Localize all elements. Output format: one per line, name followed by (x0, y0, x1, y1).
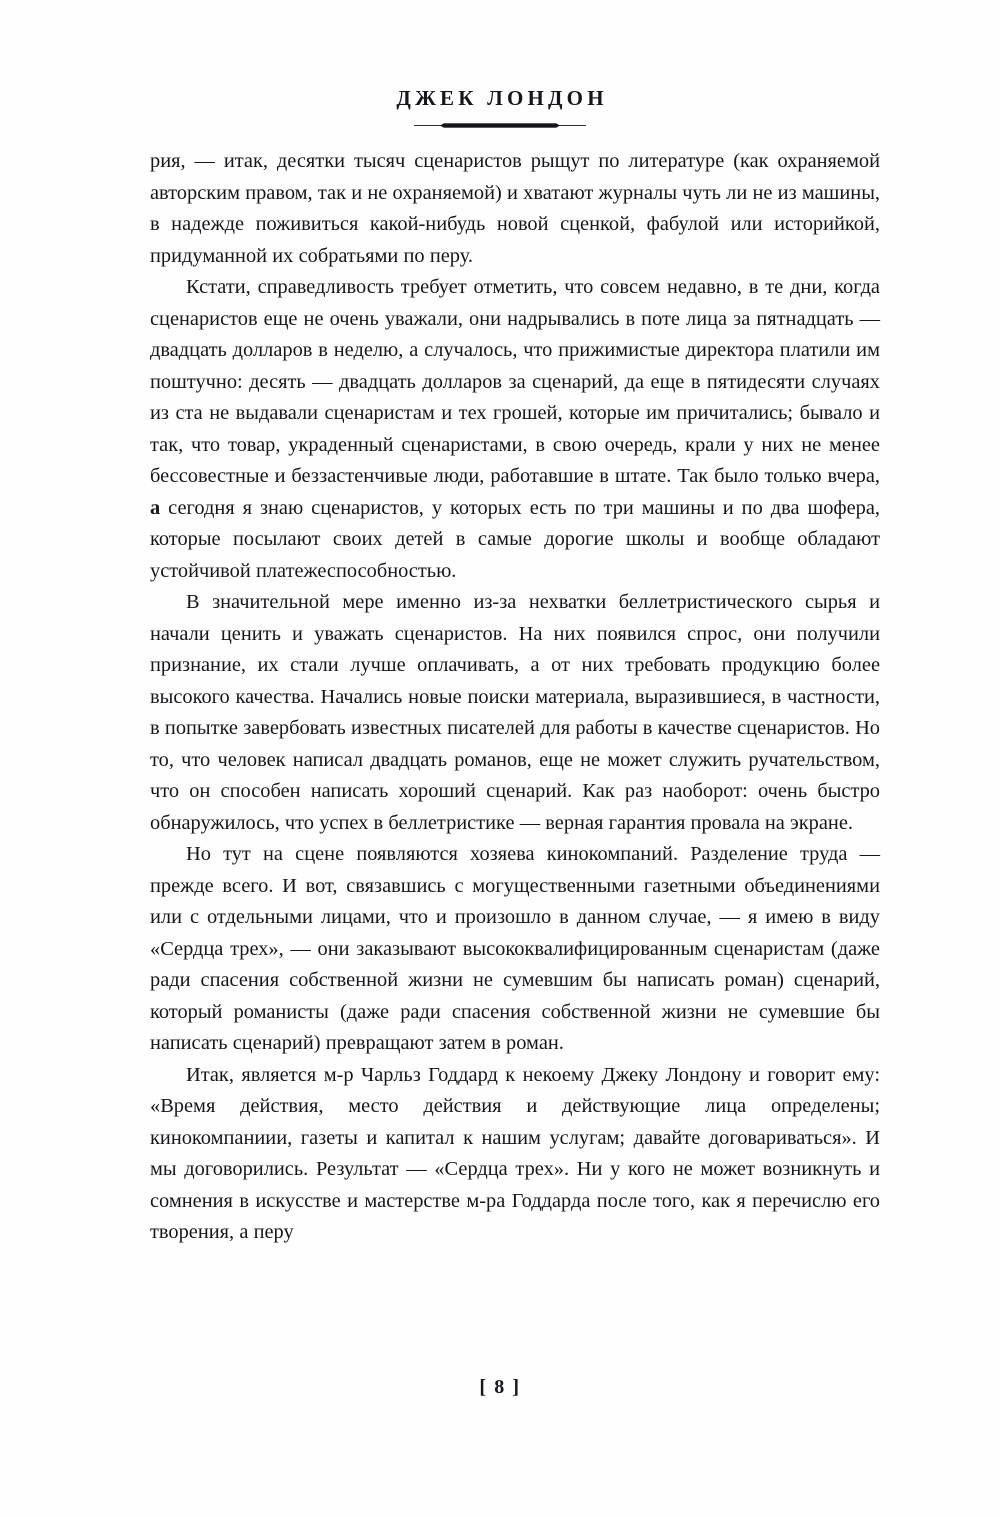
running-head (0, 88, 1000, 109)
paragraph-5: Итак, является м-р Чарльз Годдард к некоему Джеку Лондону и говорит ему: «Время действия, место действия и действующие лица определены; кинокомпаниии, газеты и капитал к нашим услугам; давайте договариваться». И мы договорились. Результат — «Сердца трех». Ни у кого не может возникнуть и сомнения в искусстве и мастерстве м-ра Годдарда после того, как я перечислю его творения, а перу (150, 1063, 880, 1243)
ornamental-rule-icon (414, 121, 586, 130)
page-number: [ 8 ] (479, 1376, 521, 1398)
paragraph-4: Но тут на сцене появляются хозяева кинокомпаний. Разделение труда — прежде всего. И вот, связавшись с могущественными газетными объединениями или с отдельными лицами, что и произошло в данном случае, — я имею в виду «Сердца трех», — они заказывают высококвалифицированным сценаристам (даже ради спасения собственной жизни не сумевшим бы написать роман) сценарий, который романисты (даже ради спасения собственной жизни не сумевшие бы написать сценарий) превращают затем в роман. (150, 843, 880, 1054)
paragraph-2: Кстати, справедливость требует отметить, что совсем недавно, в те дни, когда сценаристов еще не очень уважали, они надрывались в поте лица за пятнадцать — двадцать долларов в неделю, а случалось, что прижимистые директора платили им поштучно: десять — двадцать долларов за сценарий, да еще в пятидесяти случаях из ста не выдавали сценаристам и тех грошей, которые им причитались; бывало и так, что товар, украденный сценаристами, в свою очередь, крали у них не менее бессовестные и беззастенчивые люди, работавшие в штате. Так было только вчера, а сегодня я знаю сценаристов, у которых есть по три машины и по два шофера, которые посылают своих детей в самые дорогие школы и вообще обладают устойчивой платежеспособностью. (150, 276, 880, 582)
paragraph-3: В значительной мере именно из-за нехватки беллетристического сырья и начали ценить и уважать сценаристов. На них появился спрос, они получили признание, их стали лучше оплачивать, а от них требовать продукцию более высокого качества. Начались новые поиски материала, выразившиеся, в частности, в попытке завербовать известных писателей для работы в качестве сценаристов. Но то, что человек написал двадцать романов, еще не может служить ручательством, что он способен написать хороший сценарий. Как раз наоборот: очень быстро обнаружилось, что успех в беллетристике — верная гарантия провала на экране. (150, 591, 880, 834)
running-head-title: ДЖЕК ЛОНДОН (396, 86, 608, 110)
paragraph-1: рия, — итак, десятки тысяч сценаристов рыщут по литературе (как охраняемой авторским правом, так и не охраняемой) и хватают журналы чуть ли не из машины, в надежде поживиться какой-нибудь новой сценкой, фабулой или историйкой, придуманной их собратьями по перу. (150, 150, 880, 267)
body-text-block (150, 146, 880, 1249)
